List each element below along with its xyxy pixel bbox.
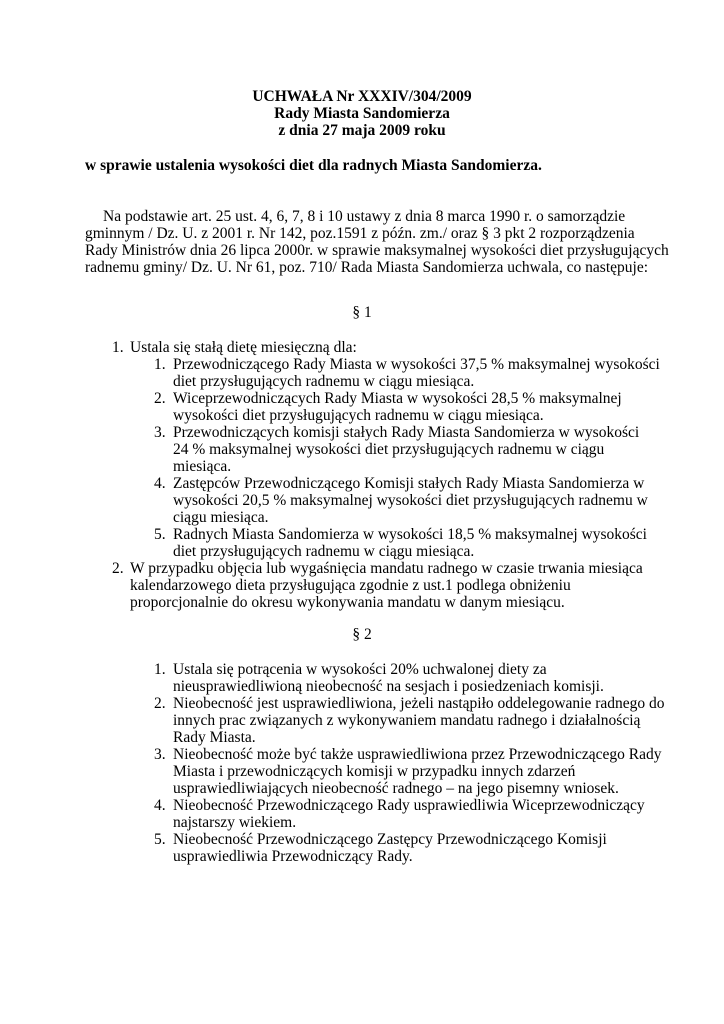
list-item-line: W przypadku objęcia lub wygaśnięcia mandatu radnego w czasie trwania miesiąca: [130, 560, 643, 577]
list-item-line: Miasta i przewodniczących komisji w przypadku innych zdarzeń: [173, 763, 576, 780]
sublist-number: 1.: [154, 356, 166, 373]
list-item-text: Ustala się stałą dietę miesięczną dla:: [130, 339, 357, 356]
list-item-line: usprawiedliwia Przewodniczący Rady.: [173, 848, 413, 865]
sublist-line: wysokości diet przysługujących radnemu w ciągu miesiąca.: [173, 407, 544, 424]
list-number: 2.: [154, 695, 166, 712]
section-2-heading: § 2: [352, 626, 372, 643]
list-item-line: kalendarzowego dieta przysługująca zgodnie z ust.1 podlega obniżeniu: [130, 577, 571, 594]
sublist-line: ciągu miesiąca.: [173, 509, 269, 526]
list-item-line: proporcjonalnie do okresu wykonywania mandatu w danym miesiącu.: [130, 594, 565, 611]
sublist-line: miesiąca.: [173, 458, 232, 475]
sublist-line: Wiceprzewodniczących Rady Miasta w wysokości 28,5 % maksymalnej: [173, 390, 622, 407]
list-number: 1.: [154, 661, 166, 678]
preamble-line: Rady Ministrów dnia 26 lipca 2000r. w sprawie maksymalnej wysokości diet przysługujących: [85, 242, 669, 259]
list-item-line: nieusprawiedliwioną nieobecność na sesjach i posiedzeniach komisji.: [173, 678, 604, 695]
list-item-line: Nieobecność Przewodniczącego Rady usprawiedliwia Wiceprzewodniczący: [173, 797, 645, 814]
sublist-number: 3.: [154, 424, 166, 441]
list-number: 3.: [154, 746, 166, 763]
list-item-line: Nieobecność Przewodniczącego Zastępcy Przewodniczącego Komisji: [173, 831, 607, 848]
sublist-line: 24 % maksymalnej wysokości diet przysługujących radnemu w ciągu: [173, 441, 605, 458]
section-1-heading: § 1: [352, 304, 372, 321]
list-item-line: usprawiedliwiających nieobecność radnego – na jego pisemny wniosek.: [173, 780, 619, 797]
list-number: 1.: [112, 339, 124, 356]
list-item-line: najstarszy wiekiem.: [173, 814, 297, 831]
list-item-line: Nieobecność jest usprawiedliwiona, jeżeli nastąpiło oddelegowanie radnego do: [173, 695, 665, 712]
sublist-line: diet przysługujących radnemu w ciągu miesiąca.: [173, 373, 475, 390]
list-item-line: Rady Miasta.: [173, 729, 256, 746]
title-line-3: z dnia 27 maja 2009 roku: [278, 122, 446, 139]
list-item-line: Nieobecność może być także usprawiedliwiona przez Przewodniczącego Rady: [173, 746, 662, 763]
subject-line: w sprawie ustalenia wysokości diet dla radnych Miasta Sandomierza.: [85, 157, 542, 174]
sublist-number: 4.: [154, 475, 166, 492]
sublist-line: Przewodniczących komisji stałych Rady Miasta Sandomierza w wysokości: [173, 424, 640, 441]
title-line-2: Rady Miasta Sandomierza: [274, 105, 450, 122]
sublist-line: wysokości 20,5 % maksymalnej wysokości diet przysługujących radnemu w: [173, 492, 648, 509]
list-number: 2.: [112, 560, 124, 577]
list-number: 5.: [154, 831, 166, 848]
sublist-number: 5.: [154, 526, 166, 543]
preamble-line: Na podstawie art. 25 ust. 4, 6, 7, 8 i 10 ustawy z dnia 8 marca 1990 r. o samorządzie: [103, 208, 626, 225]
title-line-1: UCHWAŁA Nr XXXIV/304/2009: [252, 88, 472, 105]
sublist-line: Radnych Miasta Sandomierza w wysokości 18,5 % maksymalnej wysokości: [173, 526, 647, 543]
sublist-line: Zastępców Przewodniczącego Komisji stałych Rady Miasta Sandomierza w: [173, 475, 645, 492]
list-number: 4.: [154, 797, 166, 814]
sublist-line: diet przysługujących radnemu w ciągu miesiąca.: [173, 543, 475, 560]
list-item-line: innych prac związanych z wykonywaniem mandatu radnego i działalnością: [173, 712, 641, 729]
sublist-line: Przewodniczącego Rady Miasta w wysokości 37,5 % maksymalnej wysokości: [173, 356, 660, 373]
preamble-line: gminnym / Dz. U. z 2001 r. Nr 142, poz.1591 z późn. zm./ oraz § 3 pkt 2 rozporządzenia: [85, 225, 635, 242]
preamble-line: radnemu gminy/ Dz. U. Nr 61, poz. 710/ Rada Miasta Sandomierza uchwala, co następuje:: [85, 259, 649, 276]
list-item-line: Ustala się potrącenia w wysokości 20% uchwalonej diety za: [173, 661, 547, 678]
sublist-number: 2.: [154, 390, 166, 407]
